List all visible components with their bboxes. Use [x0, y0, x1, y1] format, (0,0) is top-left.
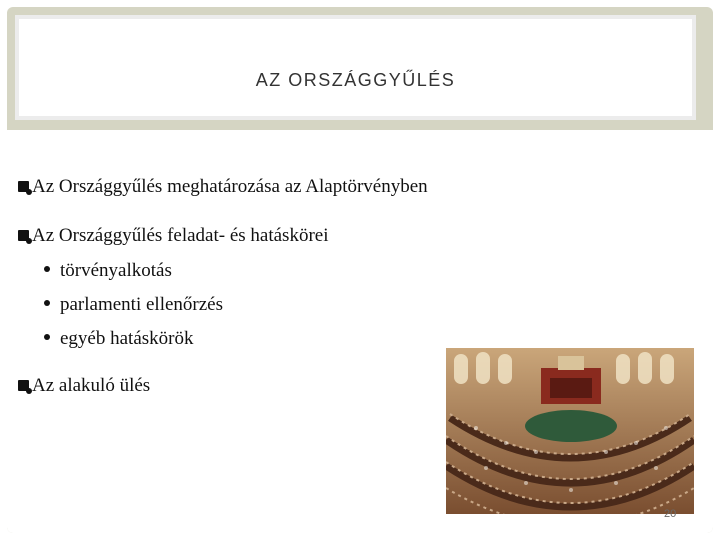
bullet-label: Az alakuló ülés — [32, 375, 151, 396]
parliament-chamber-illustration — [446, 348, 694, 514]
sub-bullet-lawmaking — [44, 260, 172, 282]
bullet-dot-icon — [44, 266, 50, 272]
sub-bullet-label: törvényalkotás — [60, 260, 172, 281]
bullet-label: Az Országgyűlés feladat- és hatáskörei — [32, 225, 329, 246]
bullet-label: Az Országgyűlés meghatározása az Alaptörvényben — [32, 176, 428, 197]
bullet-dot-icon — [44, 300, 50, 306]
sub-bullet-label: parlamenti ellenőrzés — [60, 294, 224, 315]
bullet-dot-icon — [44, 334, 50, 340]
bullet-item-definition — [18, 176, 428, 198]
title-box — [15, 15, 696, 120]
page-number: 20 — [664, 508, 677, 520]
parliament-chamber-photo — [446, 348, 694, 514]
checkbox-bullet-icon — [18, 230, 29, 241]
bullet-item-powers — [18, 225, 329, 247]
sub-bullet-oversight — [44, 294, 223, 316]
checkbox-bullet-icon — [18, 380, 29, 391]
slide-title: AZ ORSZÁGGYŰLÉS — [255, 70, 456, 90]
bullet-item-inaugural-session — [18, 375, 150, 397]
sub-bullet-other-powers — [44, 328, 193, 350]
checkbox-bullet-icon — [18, 181, 29, 192]
sub-bullet-label: egyéb hatáskörök — [60, 328, 194, 349]
